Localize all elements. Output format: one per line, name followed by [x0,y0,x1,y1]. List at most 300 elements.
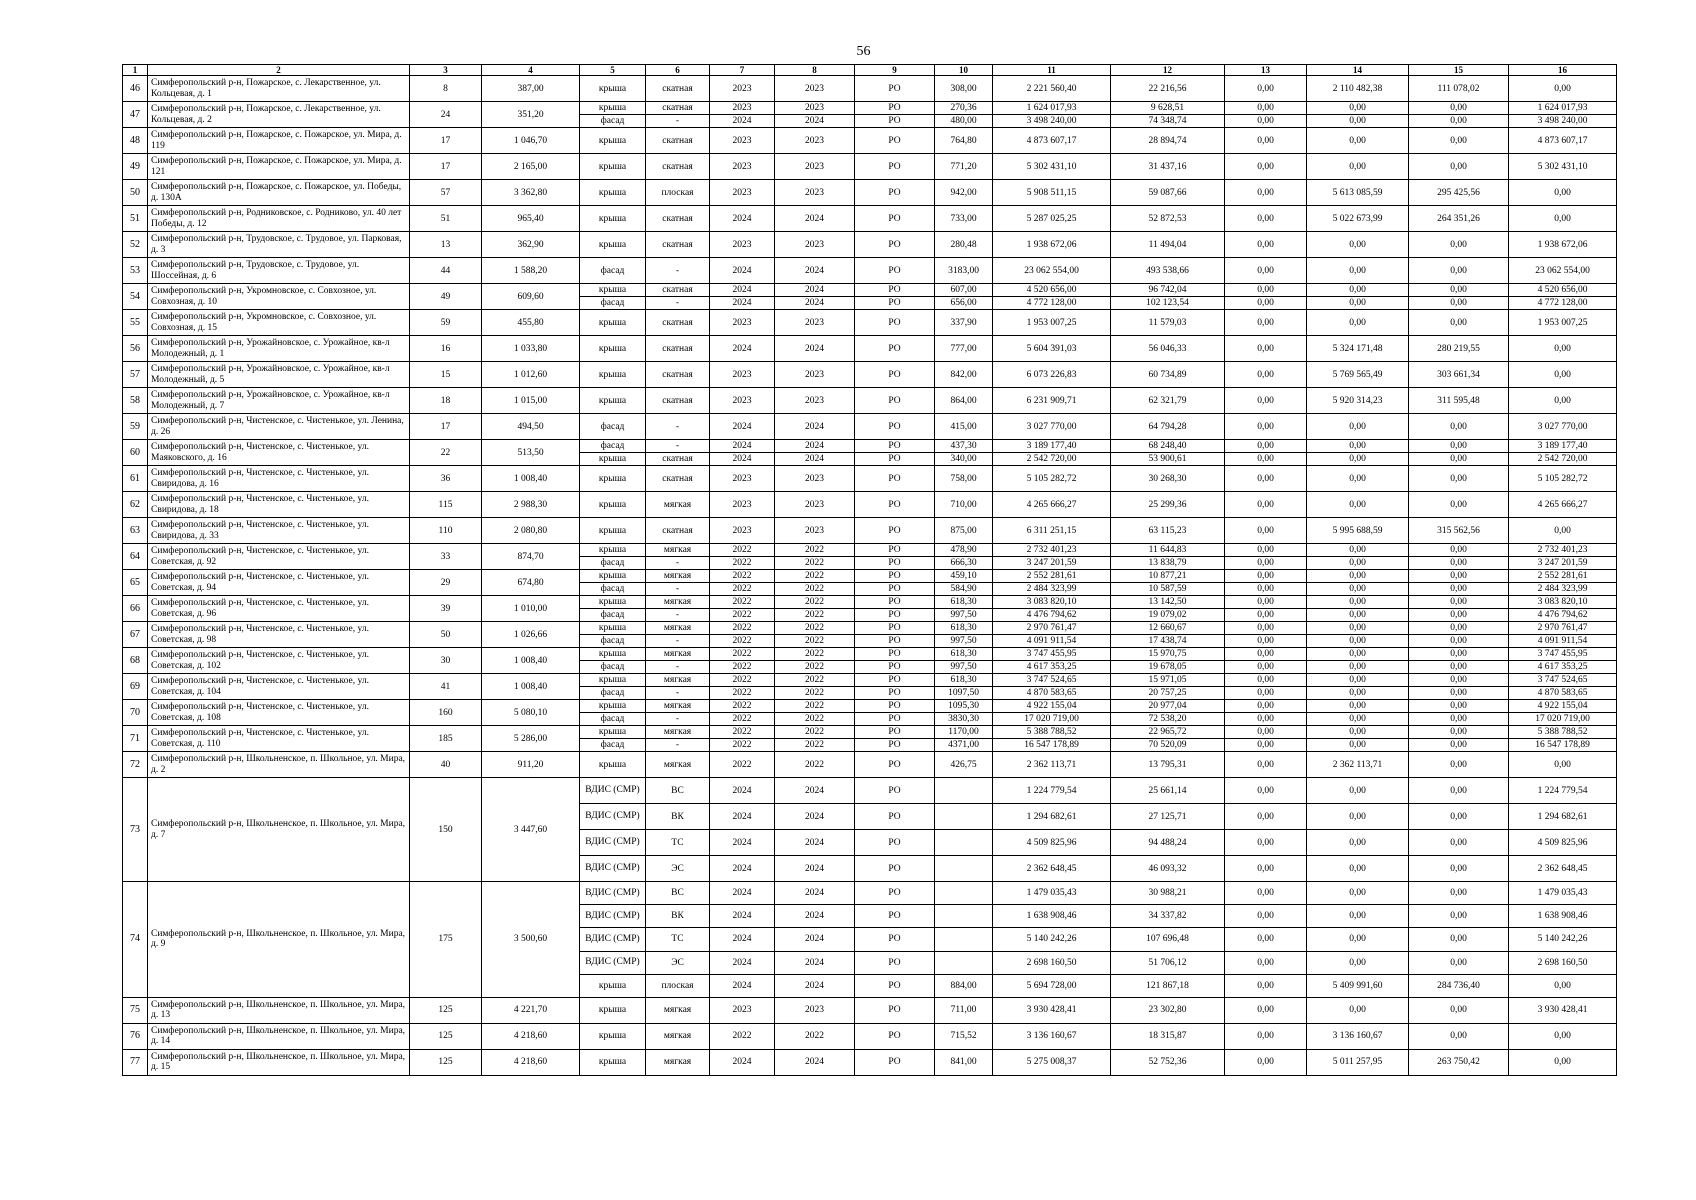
fund-owners-cell: 0,00 [1509,388,1617,414]
year-end-cell: 2024 [775,804,855,830]
year-start-cell: 2024 [710,115,775,128]
element-cell: ВДИС (СМР) [580,804,646,830]
cost-cell: 1 294 682,61 [993,804,1111,830]
column-header: 5 [580,65,646,76]
year-start-cell: 2023 [710,232,775,258]
cost-cell: 1 479 035,43 [993,882,1111,905]
year-end-cell: 2024 [775,206,855,232]
fund-owners-cell: 1 638 908,46 [1509,905,1617,928]
total-area-cell: 965,40 [482,206,580,232]
year-start-cell: 2022 [710,739,775,752]
fund-federal-cell: 0,00 [1225,700,1307,713]
area-cell: 618,30 [935,622,993,635]
fund-owners-cell: 2 970 761,47 [1509,622,1617,635]
method-cell: РО [855,635,935,648]
cost-per-unit-cell: 12 660,67 [1111,622,1225,635]
area-cell: 437,30 [935,440,993,453]
fund-local-cell: 0,00 [1409,115,1509,128]
apartments-count-cell: 125 [410,1023,482,1049]
fund-federal-cell: 0,00 [1225,635,1307,648]
address-cell: Симферопольский р-н, Чистенское, с. Чистенькое, ул. Советская, д. 104 [148,674,410,700]
address-cell: Симферопольский р-н, Чистенское, с. Чистенькое, ул. Свиридова, д. 18 [148,492,410,518]
table-row [123,752,1617,778]
subtype-cell: скатная [646,518,710,544]
element-cell: фасад [580,609,646,622]
fund-local-cell: 264 351,26 [1409,206,1509,232]
element-cell: крыша [580,518,646,544]
fund-local-cell: 0,00 [1409,570,1509,583]
fund-federal-cell: 0,00 [1225,414,1307,440]
total-area-cell: 2 988,30 [482,492,580,518]
cost-per-unit-cell: 62 321,79 [1111,388,1225,414]
total-area-cell: 1 588,20 [482,258,580,284]
row-number-cell: 69 [123,674,148,700]
subtype-cell: скатная [646,154,710,180]
fund-republic-cell: 0,00 [1307,128,1409,154]
address-cell: Симферопольский р-н, Чистенское, с. Чистенькое, ул. Советская, д. 96 [148,596,410,622]
fund-owners-cell: 3 247 201,59 [1509,557,1617,570]
area-cell: 280,48 [935,232,993,258]
fund-republic-cell: 0,00 [1307,557,1409,570]
row-number-cell: 75 [123,997,148,1023]
column-header: 1 [123,65,148,76]
fund-owners-cell: 2 362 648,45 [1509,856,1617,882]
fund-republic-cell: 0,00 [1307,739,1409,752]
fund-owners-cell: 3 498 240,00 [1509,115,1617,128]
element-cell: фасад [580,661,646,674]
method-cell: РО [855,997,935,1023]
cost-cell: 4 476 794,62 [993,609,1111,622]
cost-cell: 3 027 770,00 [993,414,1111,440]
table-row [123,700,1617,713]
area-cell [935,830,993,856]
row-number-cell: 68 [123,648,148,674]
subtype-cell: мягкая [646,648,710,661]
element-cell: крыша [580,466,646,492]
subtype-cell: скатная [646,102,710,115]
cost-cell: 5 694 728,00 [993,974,1111,997]
table-row [123,362,1617,388]
subtype-cell: мягкая [646,726,710,739]
method-cell: РО [855,76,935,102]
year-end-cell: 2023 [775,102,855,115]
fund-federal-cell: 0,00 [1225,830,1307,856]
table-row [123,1023,1617,1049]
fund-federal-cell: 0,00 [1225,905,1307,928]
table-row [123,336,1617,362]
address-cell: Симферопольский р-н, Школьненское, п. Школьное, ул. Мира, д. 15 [148,1049,410,1075]
method-cell: РО [855,609,935,622]
fund-republic-cell: 0,00 [1307,102,1409,115]
fund-republic-cell: 0,00 [1307,856,1409,882]
cost-per-unit-cell: 63 115,23 [1111,518,1225,544]
fund-federal-cell: 0,00 [1225,310,1307,336]
fund-owners-cell: 1 479 035,43 [1509,882,1617,905]
cost-cell: 4 265 666,27 [993,492,1111,518]
method-cell: РО [855,596,935,609]
total-area-cell: 911,20 [482,752,580,778]
cost-cell: 1 938 672,06 [993,232,1111,258]
method-cell: РО [855,258,935,284]
cost-cell: 5 275 008,37 [993,1049,1111,1075]
total-area-cell: 1 008,40 [482,674,580,700]
cost-cell: 17 020 719,00 [993,713,1111,726]
table-row [123,440,1617,453]
column-header: 6 [646,65,710,76]
subtype-cell: плоская [646,180,710,206]
subtype-cell: мягкая [646,674,710,687]
element-cell: крыша [580,310,646,336]
subtype-cell: - [646,687,710,700]
year-end-cell: 2024 [775,297,855,310]
method-cell: РО [855,284,935,297]
cost-cell: 6 231 909,71 [993,388,1111,414]
table-row [123,596,1617,609]
fund-federal-cell: 0,00 [1225,206,1307,232]
fund-republic-cell: 0,00 [1307,905,1409,928]
element-cell: фасад [580,739,646,752]
area-cell: 666,30 [935,557,993,570]
total-area-cell: 1 008,40 [482,466,580,492]
year-end-cell: 2022 [775,713,855,726]
area-cell: 459,10 [935,570,993,583]
year-start-cell: 2024 [710,258,775,284]
subtype-cell: ТС [646,928,710,951]
fund-owners-cell: 3 930 428,41 [1509,997,1617,1023]
year-start-cell: 2024 [710,974,775,997]
row-number-cell: 57 [123,362,148,388]
fund-republic-cell: 0,00 [1307,622,1409,635]
fund-owners-cell: 5 302 431,10 [1509,154,1617,180]
element-cell: ВДИС (СМР) [580,856,646,882]
cost-per-unit-cell: 52 872,53 [1111,206,1225,232]
cost-per-unit-cell: 102 123,54 [1111,297,1225,310]
fund-republic-cell: 0,00 [1307,284,1409,297]
year-start-cell: 2022 [710,687,775,700]
fund-republic-cell: 0,00 [1307,700,1409,713]
year-start-cell: 2023 [710,310,775,336]
fund-owners-cell: 1 938 672,06 [1509,232,1617,258]
method-cell: РО [855,557,935,570]
fund-federal-cell: 0,00 [1225,362,1307,388]
cost-cell: 2 362 113,71 [993,752,1111,778]
subtype-cell: - [646,609,710,622]
cost-cell: 4 873 607,17 [993,128,1111,154]
year-end-cell: 2024 [775,974,855,997]
fund-republic-cell: 0,00 [1307,570,1409,583]
fund-republic-cell: 0,00 [1307,951,1409,974]
fund-republic-cell: 0,00 [1307,154,1409,180]
year-start-cell: 2022 [710,609,775,622]
cost-cell: 3 083 820,10 [993,596,1111,609]
area-cell: 997,50 [935,635,993,648]
cost-cell: 2 362 648,45 [993,856,1111,882]
fund-owners-cell: 2 698 160,50 [1509,951,1617,974]
table-row [123,232,1617,258]
subtype-cell: скатная [646,310,710,336]
element-cell: крыша [580,596,646,609]
apartments-count-cell: 15 [410,362,482,388]
apartments-count-cell: 59 [410,310,482,336]
fund-federal-cell: 0,00 [1225,115,1307,128]
total-area-cell: 1 033,80 [482,336,580,362]
subtype-cell: ВК [646,905,710,928]
method-cell: РО [855,440,935,453]
subtype-cell: мягкая [646,570,710,583]
total-area-cell: 1 012,60 [482,362,580,388]
table-row [123,180,1617,206]
year-start-cell: 2024 [710,414,775,440]
year-end-cell: 2023 [775,154,855,180]
subtype-cell: ЭС [646,951,710,974]
apartments-count-cell: 17 [410,414,482,440]
total-area-cell: 674,80 [482,570,580,596]
table-row [123,206,1617,232]
apartments-count-cell: 175 [410,882,482,998]
year-start-cell: 2023 [710,180,775,206]
year-start-cell: 2022 [710,583,775,596]
element-cell: крыша [580,1049,646,1075]
year-start-cell: 2023 [710,128,775,154]
column-header: 16 [1509,65,1617,76]
subtype-cell: скатная [646,466,710,492]
row-number-cell: 56 [123,336,148,362]
fund-owners-cell: 0,00 [1509,1049,1617,1075]
fund-republic-cell: 0,00 [1307,583,1409,596]
row-number-cell: 63 [123,518,148,544]
fund-federal-cell: 0,00 [1225,336,1307,362]
address-cell: Симферопольский р-н, Школьненское, п. Школьное, ул. Мира, д. 14 [148,1023,410,1049]
total-area-cell: 4 218,60 [482,1023,580,1049]
table-body [123,65,1617,1076]
fund-owners-cell: 4 520 656,00 [1509,284,1617,297]
fund-owners-cell: 4 870 583,65 [1509,687,1617,700]
cost-per-unit-cell: 25 299,36 [1111,492,1225,518]
fund-local-cell: 0,00 [1409,622,1509,635]
area-cell: 1097,50 [935,687,993,700]
method-cell: РО [855,804,935,830]
cost-cell: 3 136 160,67 [993,1023,1111,1049]
fund-federal-cell: 0,00 [1225,76,1307,102]
apartments-count-cell: 125 [410,1049,482,1075]
year-end-cell: 2022 [775,596,855,609]
element-cell: крыша [580,180,646,206]
fund-federal-cell: 0,00 [1225,648,1307,661]
cost-cell: 5 908 511,15 [993,180,1111,206]
cost-per-unit-cell: 94 488,24 [1111,830,1225,856]
table-row [123,544,1617,557]
cost-cell: 3 498 240,00 [993,115,1111,128]
year-start-cell: 2024 [710,778,775,804]
fund-owners-cell: 0,00 [1509,336,1617,362]
apartments-count-cell: 39 [410,596,482,622]
subtype-cell: мягкая [646,1023,710,1049]
fund-federal-cell: 0,00 [1225,882,1307,905]
fund-local-cell: 0,00 [1409,128,1509,154]
area-cell [935,882,993,905]
fund-republic-cell: 0,00 [1307,661,1409,674]
apartments-count-cell: 185 [410,726,482,752]
fund-local-cell: 0,00 [1409,453,1509,466]
row-number-cell: 72 [123,752,148,778]
apartments-count-cell: 125 [410,997,482,1023]
cost-per-unit-cell: 56 046,33 [1111,336,1225,362]
fund-local-cell: 311 595,48 [1409,388,1509,414]
cost-per-unit-cell: 64 794,28 [1111,414,1225,440]
year-end-cell: 2023 [775,492,855,518]
fund-local-cell: 303 661,34 [1409,362,1509,388]
fund-federal-cell: 0,00 [1225,518,1307,544]
fund-republic-cell: 0,00 [1307,635,1409,648]
element-cell: ВДИС (СМР) [580,830,646,856]
cost-per-unit-cell: 53 900,61 [1111,453,1225,466]
row-number-cell: 73 [123,778,148,882]
fund-federal-cell: 0,00 [1225,180,1307,206]
fund-federal-cell: 0,00 [1225,674,1307,687]
subtype-cell: - [646,258,710,284]
fund-republic-cell: 0,00 [1307,997,1409,1023]
fund-local-cell: 0,00 [1409,882,1509,905]
cost-cell: 2 552 281,61 [993,570,1111,583]
fund-federal-cell: 0,00 [1225,778,1307,804]
year-start-cell: 2024 [710,284,775,297]
cost-per-unit-cell: 10 877,21 [1111,570,1225,583]
fund-owners-cell: 3 747 524,65 [1509,674,1617,687]
row-number-cell: 76 [123,1023,148,1049]
row-number-cell: 71 [123,726,148,752]
subtype-cell: скатная [646,336,710,362]
column-header: 11 [993,65,1111,76]
cost-per-unit-cell: 72 538,20 [1111,713,1225,726]
cost-per-unit-cell: 121 867,18 [1111,974,1225,997]
element-cell: крыша [580,128,646,154]
element-cell: крыша [580,102,646,115]
year-start-cell: 2024 [710,830,775,856]
fund-republic-cell: 5 011 257,95 [1307,1049,1409,1075]
cost-per-unit-cell: 13 795,31 [1111,752,1225,778]
element-cell: фасад [580,258,646,284]
apartments-count-cell: 50 [410,622,482,648]
total-area-cell: 387,00 [482,76,580,102]
address-cell: Симферопольский р-н, Школьненское, п. Школьное, ул. Мира, д. 2 [148,752,410,778]
year-start-cell: 2024 [710,856,775,882]
year-end-cell: 2022 [775,687,855,700]
area-cell: 270,36 [935,102,993,115]
element-cell: ВДИС (СМР) [580,905,646,928]
fund-owners-cell: 4 265 666,27 [1509,492,1617,518]
area-cell: 733,00 [935,206,993,232]
area-cell [935,778,993,804]
fund-local-cell: 111 078,02 [1409,76,1509,102]
method-cell: РО [855,544,935,557]
year-start-cell: 2022 [710,557,775,570]
subtype-cell: ВС [646,778,710,804]
apartments-count-cell: 22 [410,440,482,466]
fund-local-cell: 0,00 [1409,928,1509,951]
subtype-cell: скатная [646,128,710,154]
year-start-cell: 2024 [710,440,775,453]
year-start-cell: 2023 [710,492,775,518]
fund-owners-cell: 4 772 128,00 [1509,297,1617,310]
cost-per-unit-cell: 10 587,59 [1111,583,1225,596]
year-start-cell: 2024 [710,804,775,830]
cost-per-unit-cell: 25 661,14 [1111,778,1225,804]
element-cell: крыша [580,622,646,635]
fund-republic-cell: 0,00 [1307,804,1409,830]
cost-per-unit-cell: 22 216,56 [1111,76,1225,102]
year-end-cell: 2022 [775,661,855,674]
fund-owners-cell: 2 484 323,99 [1509,583,1617,596]
fund-local-cell: 0,00 [1409,583,1509,596]
subtype-cell: мягкая [646,492,710,518]
fund-republic-cell: 0,00 [1307,115,1409,128]
fund-local-cell: 0,00 [1409,700,1509,713]
subtype-cell: мягкая [646,622,710,635]
year-end-cell: 2024 [775,453,855,466]
cost-per-unit-cell: 19 678,05 [1111,661,1225,674]
fund-federal-cell: 0,00 [1225,154,1307,180]
fund-owners-cell: 16 547 178,89 [1509,739,1617,752]
fund-federal-cell: 0,00 [1225,997,1307,1023]
fund-owners-cell: 3 083 820,10 [1509,596,1617,609]
year-end-cell: 2022 [775,557,855,570]
fund-republic-cell: 5 995 688,59 [1307,518,1409,544]
subtype-cell: - [646,739,710,752]
year-start-cell: 2022 [710,674,775,687]
method-cell: РО [855,414,935,440]
total-area-cell: 351,20 [482,102,580,128]
fund-republic-cell: 2 110 482,38 [1307,76,1409,102]
cost-cell: 4 922 155,04 [993,700,1111,713]
year-end-cell: 2022 [775,544,855,557]
year-end-cell: 2023 [775,232,855,258]
area-cell: 4371,00 [935,739,993,752]
fund-owners-cell: 4 476 794,62 [1509,609,1617,622]
year-end-cell: 2022 [775,622,855,635]
year-start-cell: 2023 [710,76,775,102]
cost-per-unit-cell: 15 970,75 [1111,648,1225,661]
fund-republic-cell: 0,00 [1307,414,1409,440]
method-cell: РО [855,297,935,310]
cost-per-unit-cell: 20 757,25 [1111,687,1225,700]
table-row [123,128,1617,154]
element-cell: крыша [580,154,646,180]
address-cell: Симферопольский р-н, Пожарское, с. Лекарственное, ул. Кольцевая, д. 2 [148,102,410,128]
column-header-row [123,65,1617,76]
cost-cell: 6 073 226,83 [993,362,1111,388]
cost-per-unit-cell: 13 142,50 [1111,596,1225,609]
fund-republic-cell: 3 136 160,67 [1307,1023,1409,1049]
year-end-cell: 2024 [775,928,855,951]
total-area-cell: 4 218,60 [482,1049,580,1075]
element-cell: крыша [580,206,646,232]
fund-federal-cell: 0,00 [1225,752,1307,778]
fund-owners-cell: 0,00 [1509,518,1617,544]
fund-owners-cell: 0,00 [1509,362,1617,388]
address-cell: Симферопольский р-н, Пожарское, с. Пожарское, ул. Победы, д. 130А [148,180,410,206]
address-cell: Симферопольский р-н, Школьненское, п. Школьное, ул. Мира, д. 9 [148,882,410,998]
year-start-cell: 2024 [710,206,775,232]
area-cell: 584,90 [935,583,993,596]
method-cell: РО [855,739,935,752]
fund-federal-cell: 0,00 [1225,466,1307,492]
fund-republic-cell: 5 920 314,23 [1307,388,1409,414]
fund-local-cell: 0,00 [1409,440,1509,453]
address-cell: Симферопольский р-н, Укромновское, с. Совхозное, ул. Совхозная, д. 15 [148,310,410,336]
fund-federal-cell: 0,00 [1225,440,1307,453]
area-cell: 942,00 [935,180,993,206]
fund-federal-cell: 0,00 [1225,726,1307,739]
